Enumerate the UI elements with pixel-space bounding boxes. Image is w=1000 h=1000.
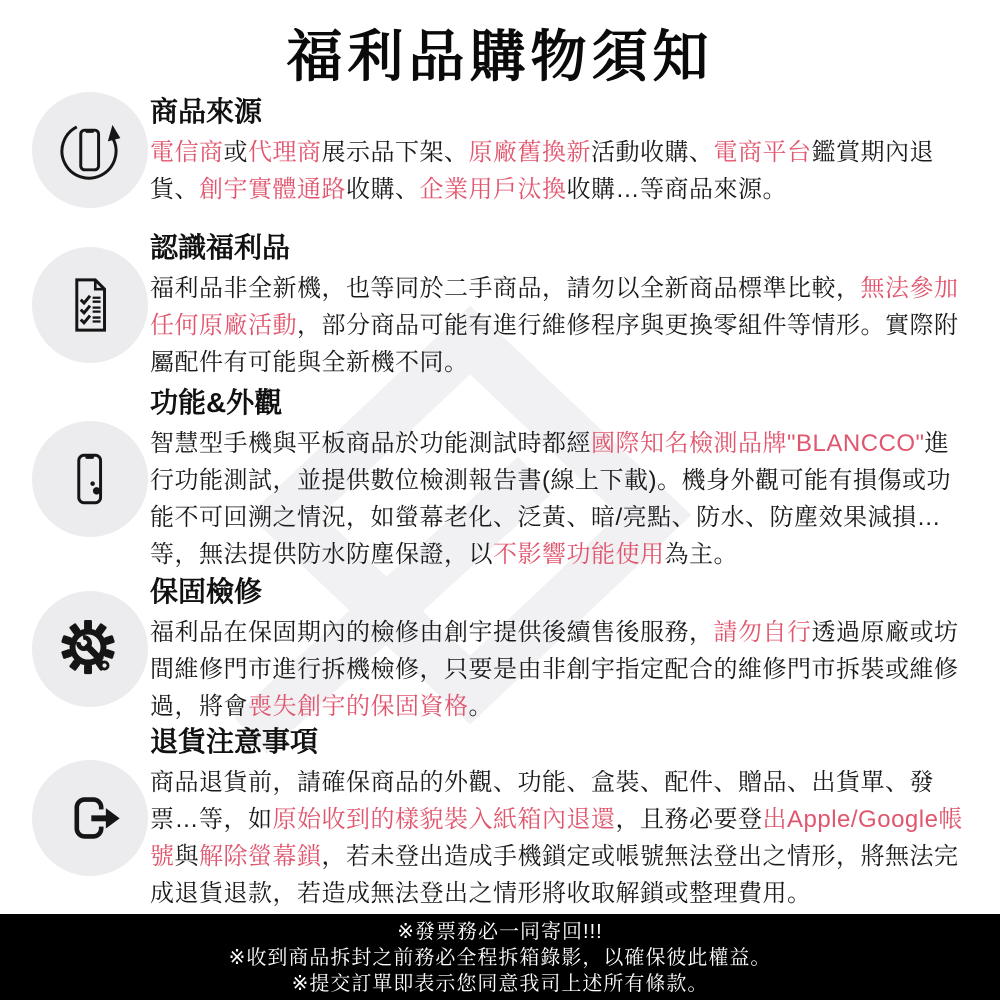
page-title: 福利品購物須知 <box>286 25 714 88</box>
section-icon-column <box>0 760 150 876</box>
notice-section <box>0 92 1000 208</box>
highlighted-text: 原始收到的樣貌裝入紙箱內退還 <box>272 806 616 833</box>
body-text-segment: ，若未登出造成手機鎖定或帳號無法登出之情形，將無法完成退貨退款，若造成無法登出之情形將收取解鎖或整理費用。 <box>150 843 959 907</box>
section-icon-circle <box>32 591 148 707</box>
checklist-icon <box>57 272 123 338</box>
body-text-segment: ，部分商品可能有進行維修程序與更換零組件等情形。實際附屬配件有可能與全新機不同。 <box>150 312 959 376</box>
highlighted-text: 無法參加任何原廠活動 <box>150 275 959 339</box>
section-icon-column <box>0 591 150 707</box>
body-text-segment: 福利品在保固期內的檢修由創宇提供後續售後服務， <box>150 619 714 646</box>
body-text-segment: 。 <box>468 693 493 720</box>
section-icon-circle <box>32 92 148 208</box>
section-icon-circle <box>32 421 148 537</box>
section-body <box>150 764 968 912</box>
body-text-segment: 福利品非全新機，也等同於二手商品，請勿以全新商品標準比較， <box>150 275 861 302</box>
section-text-column <box>150 384 1000 573</box>
notice-section <box>0 229 1000 381</box>
section-icon-circle <box>32 247 148 363</box>
body-text-segment: 與 <box>174 843 199 870</box>
body-text-segment: 為主。 <box>664 541 738 568</box>
notice-section <box>0 573 1000 725</box>
body-text-segment: 進行功能測試，並提供數位檢測報告書(線上下載)。機身外觀可能有損傷或功能不可回溯之情況，如螢幕老化、泛黃、暗/亮點、防水、防塵效果減損…等，無法提供防水防塵保證，以 <box>150 430 951 568</box>
highlighted-text: 代理商 <box>248 138 322 166</box>
section-body <box>150 270 968 381</box>
highlighted-text: 不影響功能使用 <box>493 541 665 568</box>
section-heading: 退貨注意事項 <box>150 726 319 757</box>
section-icon-column <box>0 421 150 537</box>
highlighted-text: 原廠舊換新 <box>468 138 591 166</box>
highlighted-text: 出Apple/Google帳號 <box>150 806 963 870</box>
highlighted-text: 請勿自行 <box>713 619 812 646</box>
section-icon-column <box>0 92 150 208</box>
body-text-segment: 鑑賞期內退貨、 <box>150 138 934 203</box>
section-icon-circle <box>32 760 148 876</box>
section-heading: 商品來源 <box>150 95 263 127</box>
section-heading: 認識福利品 <box>150 232 291 263</box>
section-body <box>150 614 968 725</box>
section-text-column <box>150 573 1000 725</box>
body-text-segment: 展示品下架、 <box>321 138 469 166</box>
section-text-column <box>150 723 1000 912</box>
section-body <box>150 425 968 573</box>
notice-section <box>0 384 1000 573</box>
body-text-segment: 智慧型手機與平板商品於功能測試時都經 <box>150 430 591 457</box>
footer-note-line: ※發票務必一同寄回!!! <box>397 921 603 943</box>
body-text-segment: 透過原廠或坊間維修門市進行拆機檢修，只要是由非創宇指定配合的維修門市拆裝或維修過，將會 <box>150 619 959 720</box>
body-text-segment: 活動收購、 <box>591 138 714 166</box>
section-body <box>150 134 968 208</box>
footer-bar <box>0 914 1000 1000</box>
section-heading: 保固檢修 <box>150 576 263 607</box>
footer-note-line: ※收到商品拆封之前務必全程拆箱錄影，以確保彼此權益。 <box>228 947 772 969</box>
footer-note-line: ※提交訂單即表示您同意我司上述所有條款。 <box>291 973 709 995</box>
section-text-column <box>150 93 1000 208</box>
phone-screen-icon <box>57 446 123 512</box>
highlighted-text: 創宇實體通路 <box>199 175 346 203</box>
body-text-segment: ，且務必要登 <box>615 806 763 833</box>
highlighted-text: 電商平台 <box>713 138 812 166</box>
logout-arrow-icon <box>57 785 123 851</box>
body-text-segment: 商品退貨前，請確保商品的外觀、功能、盒裝、配件、贈品、出貨單、發票…等，如 <box>150 769 934 833</box>
gear-wrench-icon <box>57 616 123 682</box>
section-heading: 功能&外觀 <box>150 387 283 418</box>
body-text-segment: 或 <box>223 138 248 166</box>
highlighted-text: 企業用戶汰換 <box>419 175 567 203</box>
notice-section <box>0 723 1000 912</box>
section-icon-column <box>0 247 150 363</box>
highlighted-text: 電信商 <box>150 138 224 166</box>
phone-tradein-icon <box>57 117 123 183</box>
highlighted-text: 解除螢幕鎖 <box>199 843 322 870</box>
highlighted-text: 國際知名檢測品牌"BLANCCO" <box>591 430 925 457</box>
section-text-column <box>150 229 1000 381</box>
body-text-segment: 收購…等商品來源。 <box>566 175 787 203</box>
highlighted-text: 喪失創宇的保固資格 <box>248 693 469 720</box>
body-text-segment: 收購、 <box>346 175 420 203</box>
